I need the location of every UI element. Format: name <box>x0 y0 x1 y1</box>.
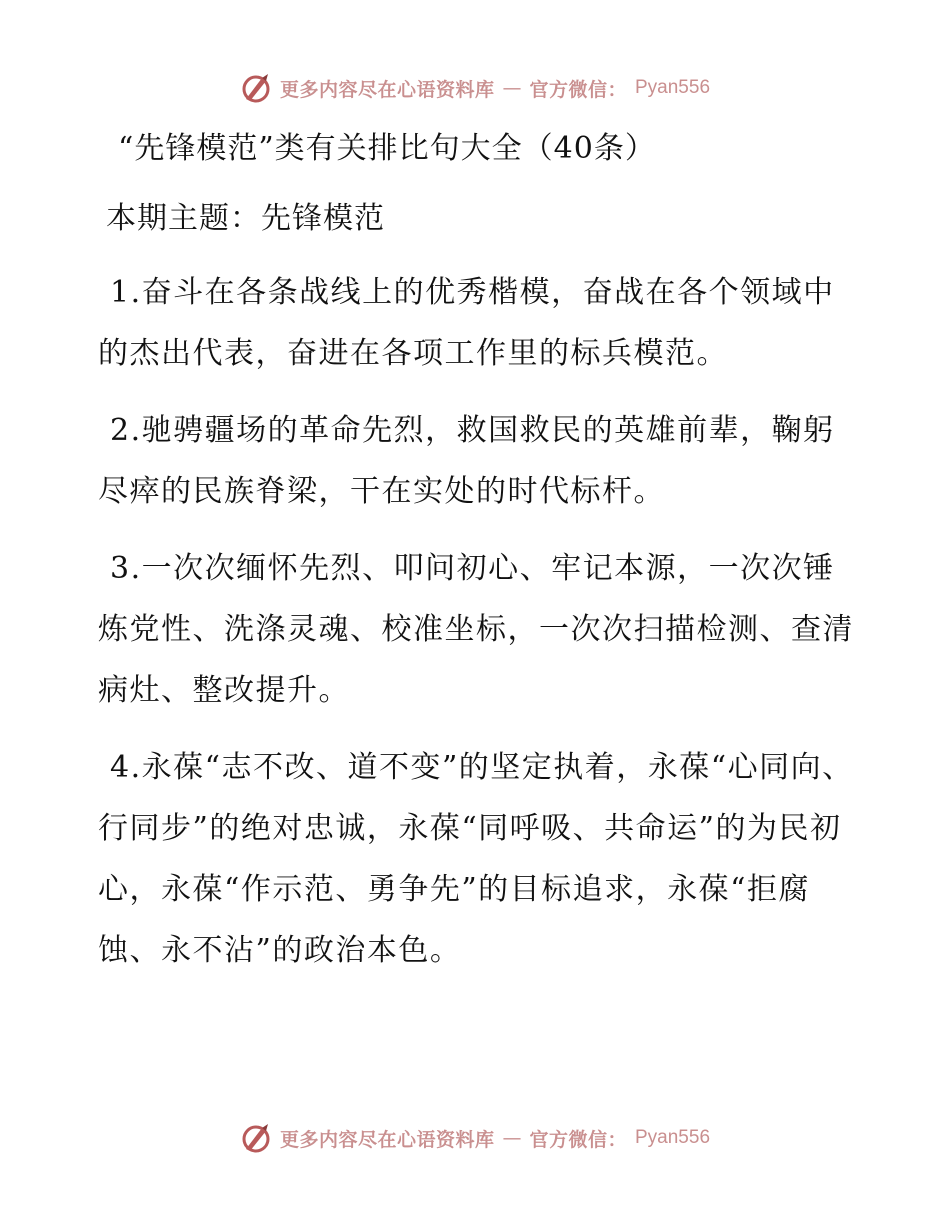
list-item: 1.奋斗在各条战线上的优秀楷模，奋战在各个领域中的杰出代表，奋进在各项工作里的标兵模范。 <box>98 275 835 371</box>
document-title: “先锋模范”类有关排比句大全（40条） <box>118 131 656 166</box>
document-body <box>98 120 858 981</box>
list-item: 3.一次次缅怀先烈、叩问初心、牢记本源，一次次锤炼党性、洗涤灵魂、校准坐标，一次次扫描检测、查清病灶、整改提升。 <box>98 551 854 708</box>
header-watermark <box>0 72 950 104</box>
quill-circle-icon <box>240 1122 272 1154</box>
watermark-official-label: 官方微信： <box>529 78 627 101</box>
footer-watermark <box>0 1122 950 1154</box>
watermark-text: 更多内容尽在心语资料库 <box>279 1128 495 1151</box>
watermark-separator: — <box>502 77 522 99</box>
watermark-official-label: 官方微信： <box>529 1128 627 1151</box>
document-theme: 本期主题：先锋模范 <box>106 201 385 236</box>
list-item: 4.永葆“志不改、道不变”的坚定执着，永葆“心同向、行同步”的绝对忠诚，永葆“同呼吸、共命运”的为民初心，永葆“作示范、勇争先”的目标追求，永葆“拒腐蚀、永不沾”的政治本色。 <box>98 750 854 968</box>
watermark-text: 更多内容尽在心语资料库 <box>279 78 495 101</box>
watermark-wechat-id: Pyan556 <box>635 77 711 98</box>
watermark-wechat-id: Pyan556 <box>635 1127 711 1148</box>
list-item: 2.驰骋疆场的革命先烈，救国救民的英雄前辈，鞠躬尽瘁的民族脊梁，干在实处的时代标杆。 <box>98 413 835 509</box>
quill-circle-icon <box>240 72 272 104</box>
watermark-separator: — <box>502 1127 522 1149</box>
